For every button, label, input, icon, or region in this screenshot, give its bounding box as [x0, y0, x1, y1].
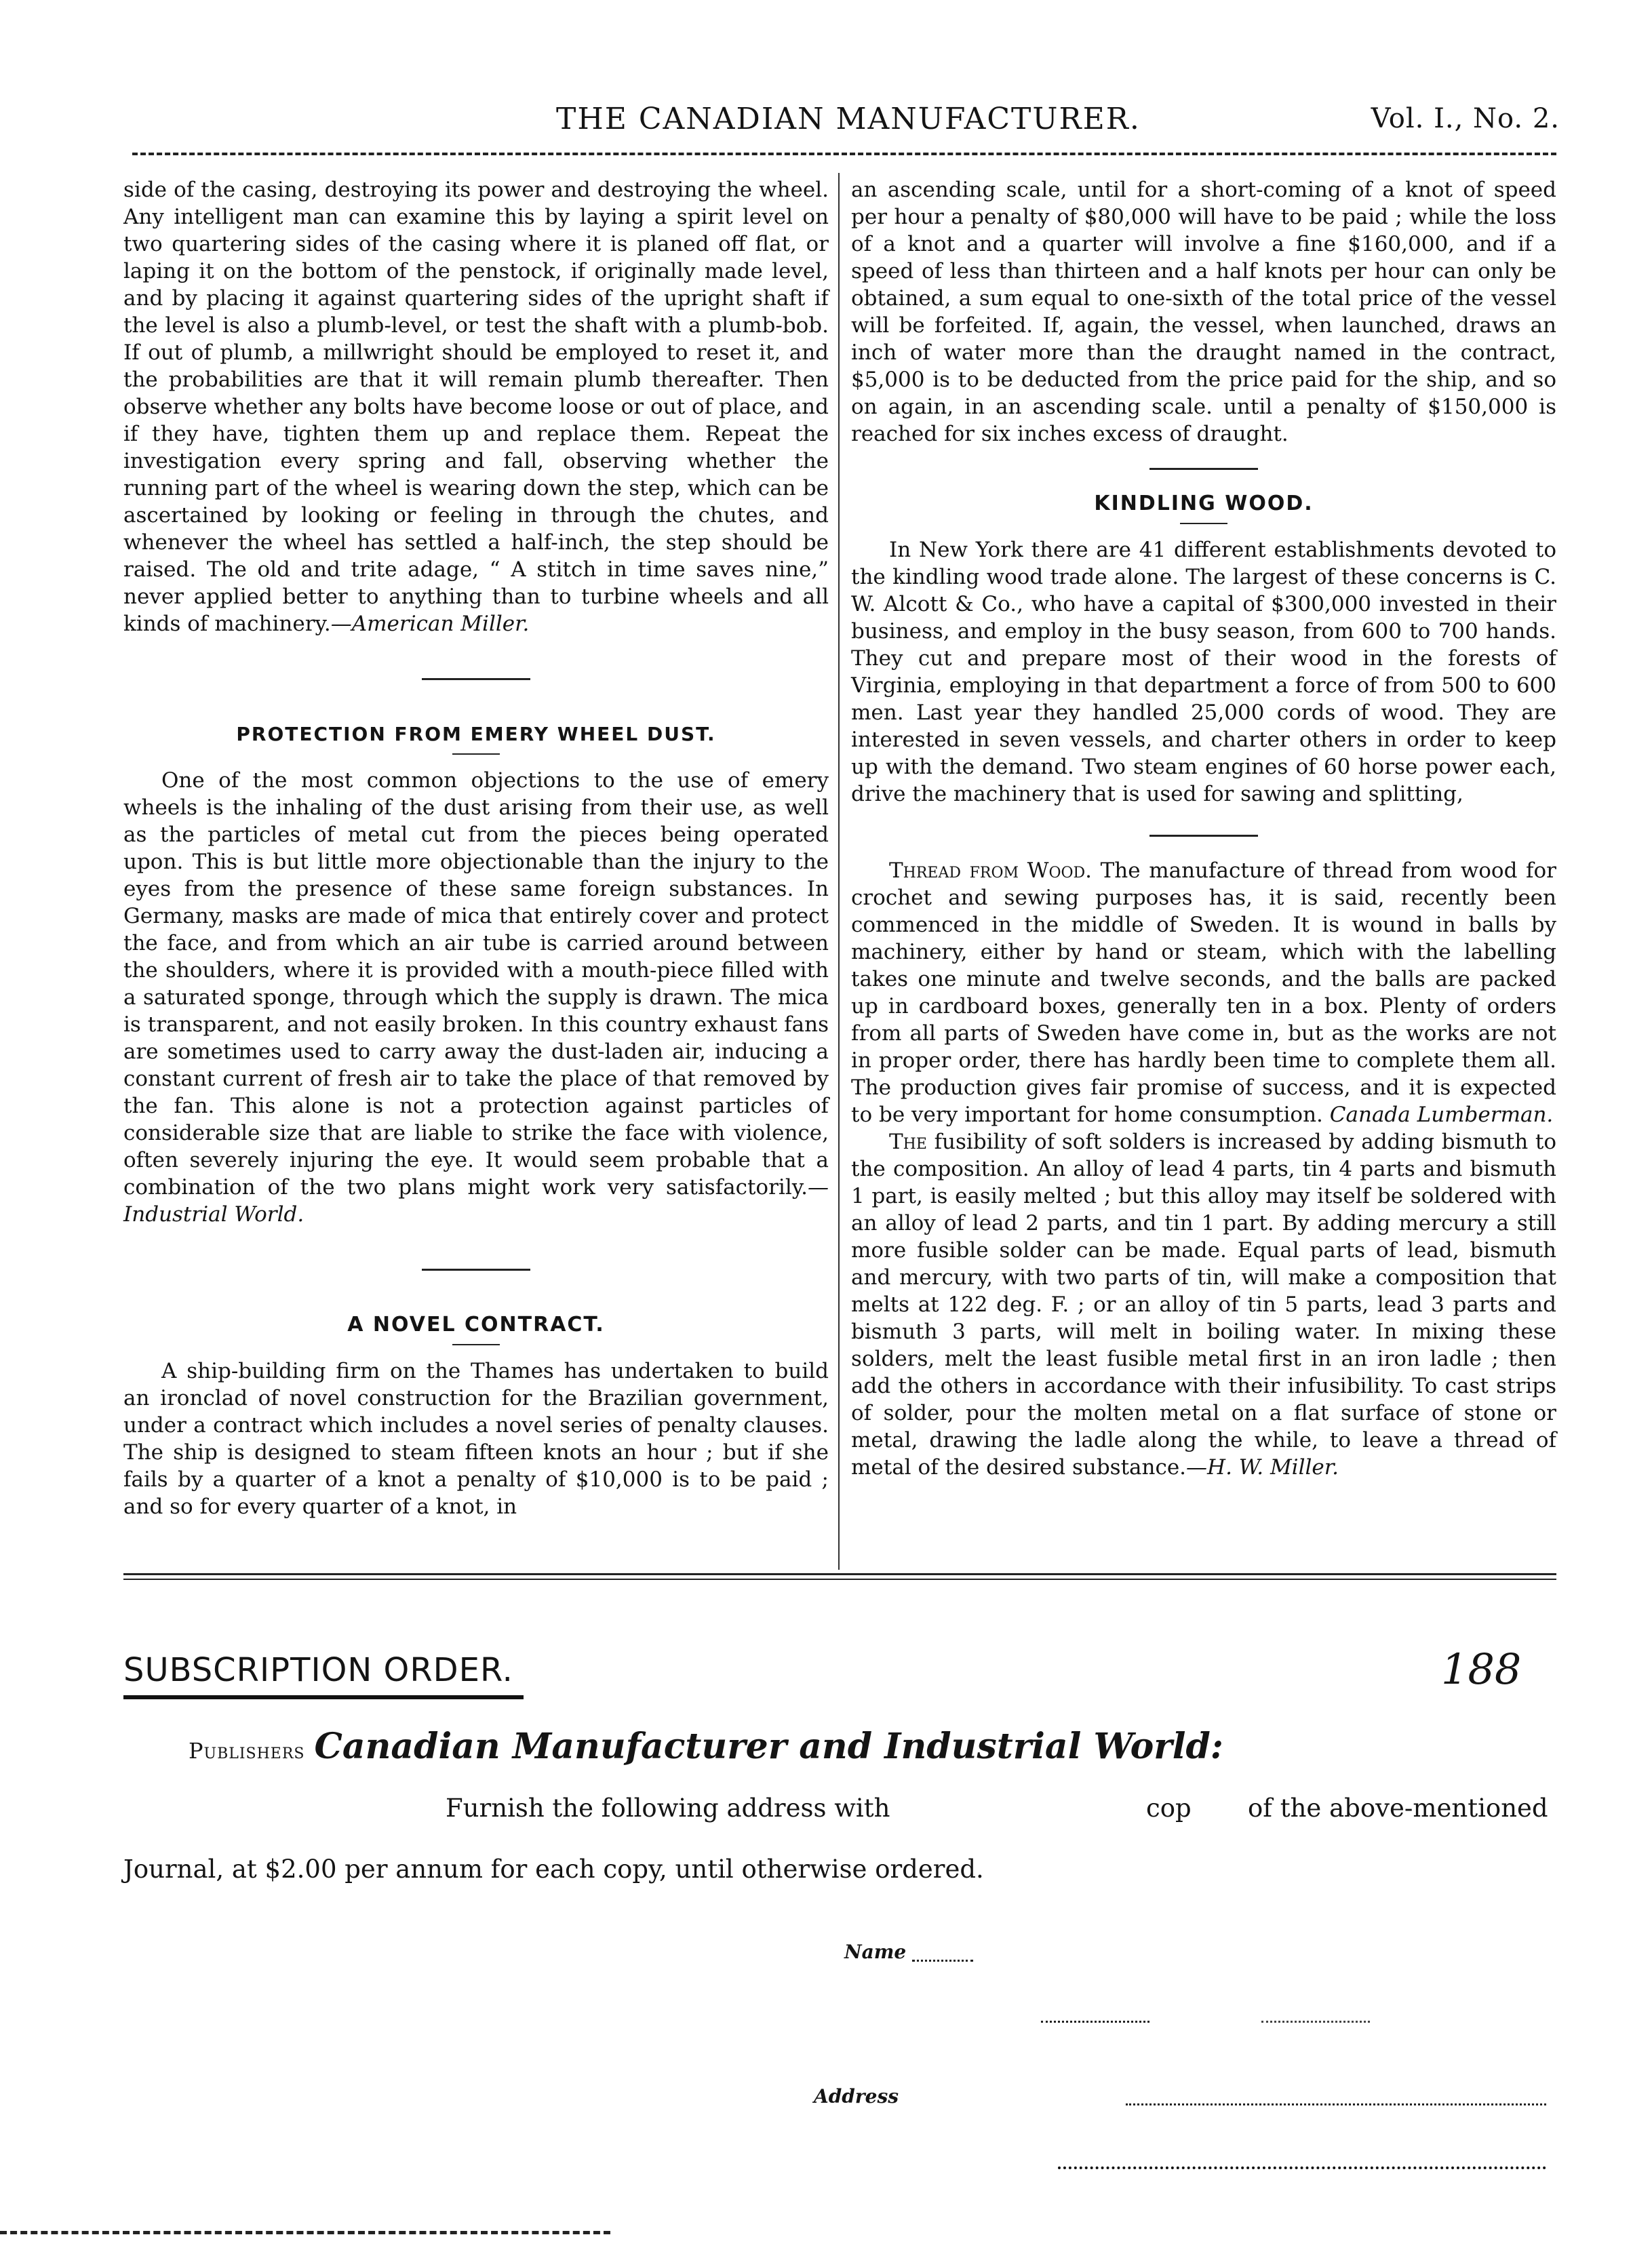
header-rule: [132, 153, 1556, 155]
copies-text: cop: [1146, 1794, 1192, 1823]
emery-source: —Industrial World.: [123, 1175, 829, 1227]
furnish-text: Furnish the following address with: [446, 1794, 890, 1823]
bottom-rule: [123, 1573, 1556, 1575]
emery-article: [123, 767, 829, 1228]
address-label: Address: [814, 2085, 899, 2107]
price-text: Journal, at $2.00 per annum for each copy, until otherwise ordered.: [123, 1855, 984, 1884]
solders-lead: The: [889, 1130, 927, 1154]
title-rule: [1180, 523, 1227, 524]
volume-number: Vol. I., No. 2.: [1371, 103, 1560, 134]
title-rule: [452, 1344, 500, 1345]
thread-lead: Thread from Wood.: [889, 858, 1093, 883]
bottom-rule-inner: [123, 1579, 1556, 1580]
thread-source: Canada Lumberman.: [1329, 1103, 1554, 1127]
subscription-underline: [123, 1695, 524, 1699]
section-divider: [422, 678, 530, 680]
emery-body: One of the most common objections to the use of emery wheels is the inhaling of the dust arising from their use, as well as the particles of metal cut from the pieces being operated upon. This is but little more objectionable than the injury to the eyes from the presence of these same foreign substances. In Germany, masks are made of mica that entirely cover and protect the face, and from which an air tube is carried around between the shoulders, where it is provided with a mouth-piece filled with a saturated sponge, through which the supply is drawn. The mica is transparent, and not easily broken. In this country exhaust fans are sometimes used to carry away the dust-laden air, inducing a constant current of fresh air to take the place of that removed by the fan. This alone is not a protection against particles of considerable size that are liable to strike the face with violence, often severely injuring the eye. It would seem probable that a combination of the two plans might work very satisfactorily.: [123, 768, 829, 1200]
thread-body: The manufacture of thread from wood for crochet and sewing purposes has, it is said, recently been commenced in the middle of Sweden. It is wound in balls by machinery, either by hand or steam, which with the labelling takes one minute and twelve seconds, and the balls are packed up in cardboard boxes, generally ten in a box. Plenty of orders from all parts of Sweden have come in, but as the works are not in proper order, there has hardly been time to complete them all. The production gives fair promise of success, and it is expected to be very important for home consumption.: [851, 858, 1556, 1127]
emery-title: PROTECTION FROM EMERY WHEEL DUST.: [236, 723, 716, 745]
section-divider: [1149, 468, 1258, 470]
address-field-line-2[interactable]: [1058, 2166, 1546, 2169]
journal-name: Canadian Manufacturer and Industrial World:: [314, 1726, 1223, 1767]
year-field: 188: [1441, 1644, 1522, 1694]
solders-article: [851, 1128, 1556, 1481]
above-mentioned-text: of the above-mentioned: [1248, 1794, 1548, 1823]
publishers-line: [189, 1726, 1223, 1767]
contract-title: A NOVEL CONTRACT.: [347, 1313, 605, 1337]
turbine-source: —American Miller.: [330, 612, 530, 636]
name-field-line-2b[interactable]: [1261, 2021, 1370, 2023]
contract-article: A ship-building firm on the Thames has undertaken to build an ironclad of novel construction for the Brazilian government, under a contract which includes a novel series of penalty clauses. The ship is designed to steam fifteen knots an hour ; but if she fails by a quarter of a knot a penalty of $10,000 is to be paid ; and so for every quarter of a knot, in: [123, 1359, 829, 1519]
section-divider: [422, 1269, 530, 1271]
page-edge-rule: [0, 2231, 610, 2234]
page-header: [115, 102, 1560, 149]
turbine-continuation: [123, 176, 829, 637]
title-rule: [452, 753, 500, 755]
kindling-article: In New York there are 41 different establishments devoted to the kindling wood trade alone. The largest of these concerns is C. W. Alcott & Co., who have a capital of $300,000 invested in their business, and employ in the busy season, from 600 to 700 hands. They cut and prepare most of their wood in the forests of Virginia, employing in that department a force of from 500 to 600 men. Last year they handled 25,000 cords of wood. They are interested in seven vessels, and charter others in order to keep up with the demand. Two steam engines of 60 horse power each, drive the machinery that is used for sawing and splitting,: [851, 538, 1556, 806]
subscription-title: SUBSCRIPTION ORDER.: [123, 1651, 513, 1689]
solders-body: fusibility of soft solders is increased by adding bismuth to the composition. An alloy of lead 4 parts, tin 4 parts and bismuth 1 part, is easily melted ; but this alloy may itself be soldered with an alloy of lead 2 parts, and tin 1 part. By adding mercury a still more fusible solder can be made. Equal parts of lead, bismuth and mercury, with two parts of tin, will make a composition that melts at 122 deg. F. ; or an alloy of tin 5 parts, lead 3 parts and bismuth 3 parts, will melt in boiling water. In mixing these solders, melt the least fusible metal first in an iron ladle ; then add the others in accordance with their infusibility. To cast strips of solder, pour the molten metal on a flat surface of stone or metal, drawing the ladle along the while, to leave a thread of metal of the desired substance.: [851, 1130, 1556, 1480]
publishers-label: Publishers: [189, 1738, 305, 1764]
thread-article: [851, 857, 1556, 1128]
kindling-title: KINDLING WOOD.: [1094, 492, 1314, 515]
solders-source: —H. W. Miller.: [1186, 1455, 1339, 1480]
right-column: [851, 176, 1556, 1481]
name-field[interactable]: [912, 1960, 973, 1962]
name-label: Name: [844, 1941, 907, 1963]
column-divider: [838, 173, 840, 1570]
contract-continued: an ascending scale, until for a short-coming of a knot of speed per hour a penalty of $80,000 will have to be paid ; while the loss of a knot and a quarter will involve a fine $160,000, and if a speed of less than thirteen and a half knots per hour can only be obtained, a sum equal to one-sixth of the total price of the vessel will be forfeited. If, again, the vessel, when launched, draws an inch of water more than the draught named in the contract, $5,000 is to be deducted from the price paid for the ship, and so on again, in an ascending scale. until a penalty of $150,000 is reached for six inches excess of draught.: [851, 178, 1556, 446]
section-divider: [1149, 835, 1258, 837]
running-title: THE CANADIAN MANUFACTURER.: [556, 102, 1141, 136]
name-field-line-2[interactable]: [1041, 2021, 1149, 2023]
left-column: [123, 176, 829, 1520]
address-field[interactable]: [1126, 2103, 1546, 2105]
turbine-text: side of the casing, destroying its power and destroying the wheel. Any intelligent man can examine this by laying a spirit level on two quartering sides of the casing where it is planed off flat, or laping it on the bottom of the penstock, if originally made level, and by placing it against quartering sides of the upright shaft if the level is also a plumb-level, or test the shaft with a plumb-bob. If out of plumb, a millwright should be employed to reset it, and the probabilities are that it will remain plumb thereafter. Then observe whether any bolts have become loose or out of place, and if they have, tighten them up and replace them. Repeat the investigation every spring and fall, observing whether the running part of the wheel is wearing down the step, which can be ascertained by looking or feeling in through the chutes, and whenever the wheel has settled a half-inch, the step should be raised. The old and trite adage, “ A stitch in time saves nine,” never applied better to anything than to turbine wheels and all kinds of machinery.: [123, 178, 829, 636]
